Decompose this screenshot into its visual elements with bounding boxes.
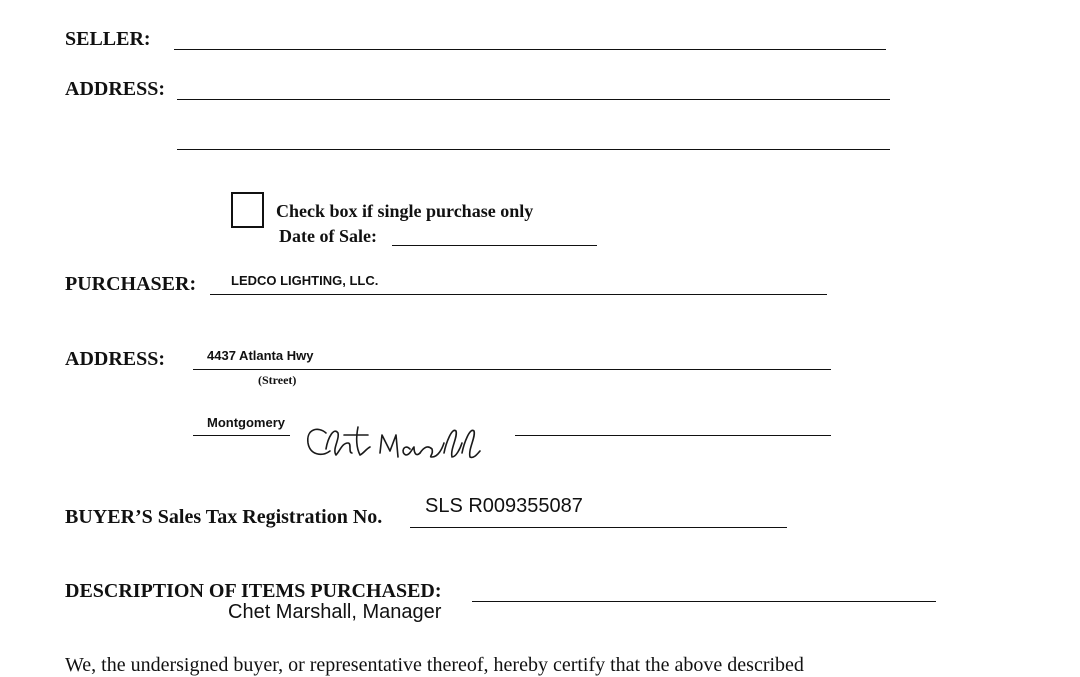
seller-address-label: ADDRESS: [65, 78, 166, 100]
description-line[interactable] [472, 601, 936, 602]
purchaser-value: LEDCO LIGHTING, LLC. [231, 273, 379, 288]
tax-registration-label: BUYER’S Sales Tax Registration No. [65, 506, 383, 528]
signature-image [292, 413, 516, 475]
purchaser-street-value: 4437 Atlanta Hwy [207, 348, 314, 363]
street-caption: (Street) [258, 373, 297, 387]
description-label: DESCRIPTION OF ITEMS PURCHASED: [65, 580, 442, 602]
purchaser-label: PURCHASER: [65, 273, 197, 295]
seller-label: SELLER: [65, 28, 151, 50]
tax-registration-line[interactable] [410, 527, 787, 528]
seller-field-line[interactable] [174, 49, 886, 50]
single-purchase-label: Check box if single purchase only [276, 201, 534, 221]
tax-registration-value: SLS R009355087 [425, 495, 583, 517]
description-value: Chet Marshall, Manager [228, 601, 442, 623]
date-of-sale-line[interactable] [392, 245, 597, 246]
purchaser-city-value: Montgomery [207, 415, 285, 430]
purchaser-state-zip-line[interactable] [515, 435, 831, 436]
single-purchase-checkbox[interactable] [231, 192, 264, 228]
seller-address-line-2[interactable] [177, 149, 890, 150]
purchaser-line[interactable] [210, 294, 827, 295]
date-of-sale-label: Date of Sale: [279, 226, 377, 246]
purchaser-address-label: ADDRESS: [65, 348, 166, 370]
handwritten-signature [292, 413, 516, 475]
purchaser-street-line[interactable] [193, 369, 831, 370]
seller-address-line-1[interactable] [177, 99, 890, 100]
certification-text: We, the undersigned buyer, or representative thereof, hereby certify that the above described [65, 654, 804, 676]
purchaser-city-line[interactable] [193, 435, 290, 436]
